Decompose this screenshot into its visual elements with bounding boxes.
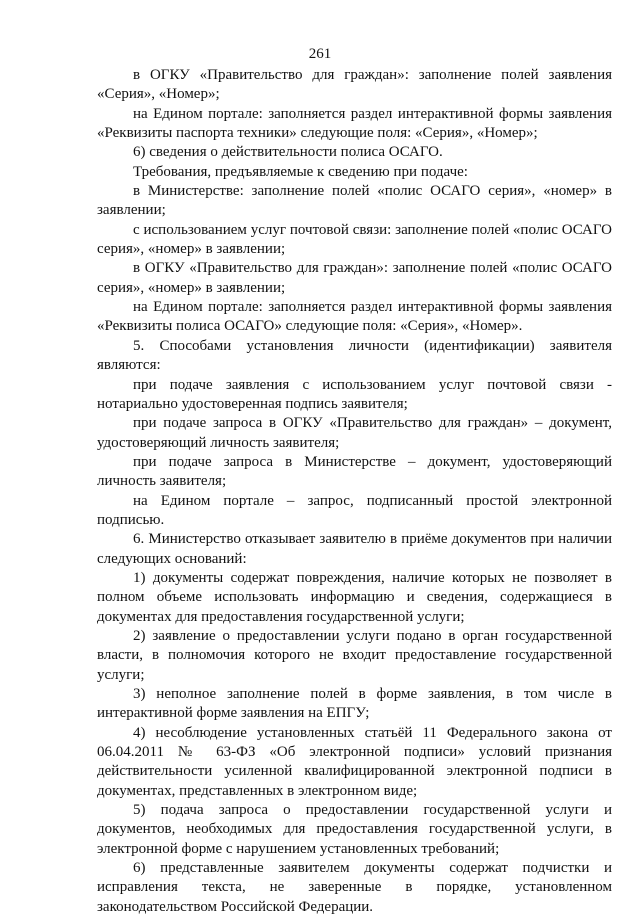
paragraph: с использованием услуг почтовой связи: заполнение полей «полис ОСАГО серия», «номер» в заявлении; [97,221,612,258]
paragraph: 1) документы содержат повреждения, наличие которых не позволяет в полном объеме использовать информацию и сведения, содержащиеся в документах для предоставления государственной услуги; [97,569,612,625]
paragraph: в ОГКУ «Правительство для граждан»: заполнение полей «полис ОСАГО серия», «номер» в заявлении; [97,260,612,296]
paragraph: 6) сведения о действительности полиса ОСАГО. [133,144,443,161]
paragraph: при подаче заявления с использованием услуг почтовой связи - нотариально удостоверенная подпись заявителя; [97,376,612,412]
paragraph: 5) подача запроса о предоставлении государственной услуги и документов, необходимых для предоставления государственной услуги, в электронной форме с нарушением установленных требований; [97,802,612,857]
page-number: 261 [308,46,332,62]
paragraph: Требования, предъявляемые к сведению при подаче: [133,163,468,180]
paragraph: 2) заявление о предоставлении услуги подано в орган государственной власти, в полномочия которого не входит предоставление государственной услуги; [97,627,612,683]
paragraph: 4) несоблюдение установленных статьёй 11 Федерального закона от 06.04.2011 № 63-ФЗ «Об электронной подписи» условий признания действительности усиленной квалифицированной электронной подписи в документах, представленных в электронном виде; [97,724,612,799]
paragraph: при подаче запроса в ОГКУ «Правительство для граждан» – документ, удостоверяющий личность заявителя; [97,415,612,451]
paragraph: на Едином портале – запрос, подписанный простой электронной подписью. [97,492,612,528]
document-body [97,66,612,917]
paragraph: при подаче запроса в Министерстве – документ, удостоверяющий личность заявителя; [97,453,612,490]
paragraph: 6) представленные заявителем документы содержат подчистки и исправления текста, не заверенные в порядке, установленном законодательством Российской Федерации. [97,860,612,915]
paragraph: 6. Министерство отказывает заявителю в приёме документов при наличии следующих оснований: [97,531,612,567]
paragraph: на Едином портале: заполняется раздел интерактивной формы заявления «Реквизиты полиса ОСАГО» следующие поля: «Серия», «Номер». [97,299,612,335]
paragraph: в ОГКУ «Правительство для граждан»: заполнение полей заявления «Серия», «Номер»; [97,67,612,103]
paragraph: 5. Способами установления личности (идентификации) заявителя являются: [97,337,612,374]
paragraph: на Едином портале: заполняется раздел интерактивной формы заявления «Реквизиты паспорта техники» следующие поля: «Серия», «Номер»; [97,105,612,142]
paragraph: 3) неполное заполнение полей в форме заявления, в том числе в интерактивной форме заявления на ЕПГУ; [97,686,612,722]
paragraph: в Министерстве: заполнение полей «полис ОСАГО серия», «номер» в заявлении; [97,183,612,219]
